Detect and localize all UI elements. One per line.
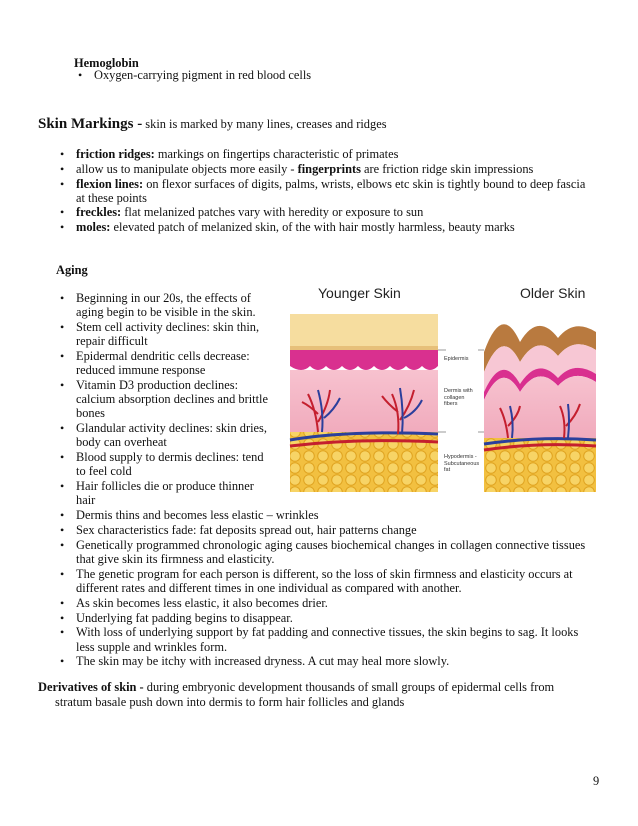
list-item-text [60, 378, 268, 421]
list-item [60, 421, 267, 449]
list-item [60, 320, 259, 348]
list-item-text [60, 508, 319, 522]
younger-basal-layer [290, 350, 438, 370]
section-title: Skin Markings - [38, 116, 143, 132]
list-item-line: Epidermal dendritic cells decrease: [76, 349, 250, 363]
list-item-desc: elevated patch of melanized skin, of the with hair mostly harmless, beauty marks [110, 220, 515, 234]
list-item [60, 378, 268, 421]
list-item-text [60, 523, 417, 537]
list-item-line: Hair follicles die or produce thinner [76, 479, 254, 494]
list-item-line: hair [76, 493, 96, 508]
list-item-line: Blood supply to dermis declines: tend [76, 450, 264, 465]
list-item-line: that give skin its firmness and elasticity. [76, 552, 275, 566]
bullet-glyph: • [60, 610, 65, 625]
bullet-glyph: • [60, 162, 65, 176]
list-item-text [60, 538, 585, 566]
list-item-desc: at these points [76, 191, 147, 206]
list-item-line: calcium absorption declines and brittle [76, 392, 268, 407]
list-item-text [60, 611, 293, 625]
list-item-desc: are friction ridge skin impressions [360, 162, 534, 176]
list-item-line: repair difficult [76, 334, 148, 349]
list-item-text [60, 320, 259, 348]
list-item-text [60, 450, 264, 478]
bullet-glyph: • [60, 625, 65, 640]
dermis-label-line: fibers [444, 401, 458, 408]
list-item [60, 220, 605, 234]
hypodermis-label-line: Subcutaneous [444, 460, 480, 467]
younger-epidermis [290, 314, 438, 350]
dermis-label-line: collagen [444, 394, 465, 401]
list-item-text [60, 162, 605, 176]
list-item-line: Underlying fat padding begins to disappear. [76, 610, 293, 625]
list-item [60, 147, 605, 161]
list-item [60, 567, 573, 595]
list-item [60, 596, 328, 610]
list-item-line: to feel cold [76, 464, 132, 479]
list-item-line: less supple and wrinkles form. [76, 639, 228, 654]
list-item [60, 205, 605, 219]
list-item-line: Sex characteristics fade: fat deposits spread out, hair patterns change [76, 523, 417, 537]
list-item-text: Oxygen-carrying pigment in red blood cells [94, 68, 312, 82]
list-item-text [60, 596, 328, 610]
list-item-line: Genetically programmed chronologic aging causes biochemical changes in collagen connective tissues [76, 537, 586, 552]
list-item [60, 479, 254, 507]
page-number: 9 [593, 774, 600, 788]
list-item [60, 538, 585, 566]
list-item-desc: on flexor surfaces of digits, palms, wrists, elbows etc skin is tightly bound to deep fascia [143, 177, 586, 191]
dermis-label-line: Dermis with [444, 388, 473, 394]
bullet-glyph: • [60, 595, 65, 610]
hemoglobin-heading: Hemoglobin [74, 56, 139, 70]
list-item-line: Vitamin D3 production declines: [76, 378, 239, 392]
list-item-desc: flat melanized patches vary with heredity or exposure to sun [121, 205, 424, 219]
list-item-text [60, 567, 573, 595]
derivatives-term: Derivatives of skin - [38, 680, 144, 694]
list-item-term: flexion lines: [76, 177, 144, 191]
list-item [60, 450, 264, 478]
bullet-glyph: • [60, 450, 65, 465]
bullet-glyph: • [60, 205, 65, 219]
list-item-line: Glandular activity declines: skin dries, [76, 421, 267, 436]
list-item-text [60, 479, 254, 507]
list-item-term: fingerprints [297, 162, 361, 176]
aging-heading: Aging [56, 263, 88, 277]
bullet-glyph: • [60, 378, 65, 392]
bullet-glyph: • [60, 291, 65, 305]
section-subtitle: skin is marked by many lines, creases and ridges [142, 117, 387, 131]
list-item [60, 162, 605, 176]
bullet-glyph: • [60, 654, 65, 669]
list-item-term: freckles: [76, 205, 122, 219]
list-item-line: body can overheat [76, 435, 167, 450]
skin-aging-figure [288, 282, 598, 496]
bullet-glyph: • [60, 537, 65, 552]
list-item [60, 291, 256, 319]
derivatives-paragraph [38, 680, 554, 710]
skin-markings-heading [38, 116, 387, 133]
derivatives-line: stratum basale push down into dermis to form hair follicles and glands [55, 695, 405, 709]
bullet-glyph: • [60, 523, 65, 537]
list-item-line: The skin may be itchy with increased dryness. A cut may heal more slowly. [76, 654, 450, 669]
bullet-glyph: • [60, 177, 65, 191]
list-item-text [60, 625, 578, 653]
hypodermis-label [444, 454, 479, 474]
list-item-text [60, 291, 256, 319]
list-item-line: Dermis thins and becomes less elastic – wrinkles [76, 508, 319, 523]
hypodermis-label-line: Hypodermis - [444, 454, 477, 460]
list-item-text [60, 220, 605, 234]
list-item-text [60, 205, 605, 219]
list-item [60, 349, 250, 377]
bullet-glyph: • [60, 479, 65, 494]
derivatives-text: during embryonic development thousands of small groups of epidermal cells from [143, 680, 555, 694]
dermis-label [444, 388, 473, 408]
list-item-line: different rates and different times in one individual as compared with another. [76, 581, 462, 595]
list-item-line: With loss of underlying support by fat padding and connective tissues, the skin begins to sag. It looks [76, 625, 579, 640]
bullet-glyph: • [60, 508, 65, 523]
list-item-text [60, 177, 605, 205]
list-item-line: Beginning in our 20s, the effects of [76, 291, 251, 305]
younger-skin-title: Younger Skin [318, 285, 401, 301]
list-item-text [60, 421, 267, 449]
hypodermis-label-line: fat [444, 467, 451, 474]
list-item-term: moles: [76, 220, 111, 234]
list-item-line: Stem cell activity declines: skin thin, [76, 320, 260, 334]
list-item [60, 611, 293, 625]
bullet-glyph: • [78, 68, 83, 82]
list-item [60, 508, 319, 522]
list-item-desc: allow us to manipulate objects more easily - [76, 162, 298, 176]
list-item-text [60, 349, 250, 377]
bullet-glyph: • [60, 220, 65, 234]
bullet-glyph: • [60, 566, 65, 581]
list-item-text [60, 654, 449, 668]
derivatives-line [38, 680, 554, 695]
list-item-line: The genetic program for each person is different, so the loss of skin firmness and elasticity occurs at [76, 566, 573, 581]
list-item [60, 654, 449, 668]
list-item-line: reduced immune response [76, 363, 206, 378]
skin-aging-illustration [288, 282, 598, 496]
list-item-line: aging begin to be visible in the skin. [76, 305, 256, 320]
list-item [60, 177, 605, 205]
epidermis-label: Epidermis [444, 356, 469, 362]
older-skin-title: Older Skin [520, 285, 586, 301]
list-item [60, 625, 578, 653]
bullet-glyph: • [60, 147, 65, 161]
list-item-text [60, 147, 605, 161]
bullet-glyph: • [60, 421, 65, 436]
list-item-term: friction ridges: [76, 147, 155, 161]
list-item [60, 523, 417, 537]
list-item [78, 68, 311, 82]
list-item-line: As skin becomes less elastic, it also becomes drier. [76, 595, 328, 610]
bullet-glyph: • [60, 349, 65, 363]
list-item-line: bones [76, 406, 105, 421]
list-item-desc: markings on fingertips characteristic of primates [154, 147, 399, 161]
bullet-glyph: • [60, 320, 65, 334]
